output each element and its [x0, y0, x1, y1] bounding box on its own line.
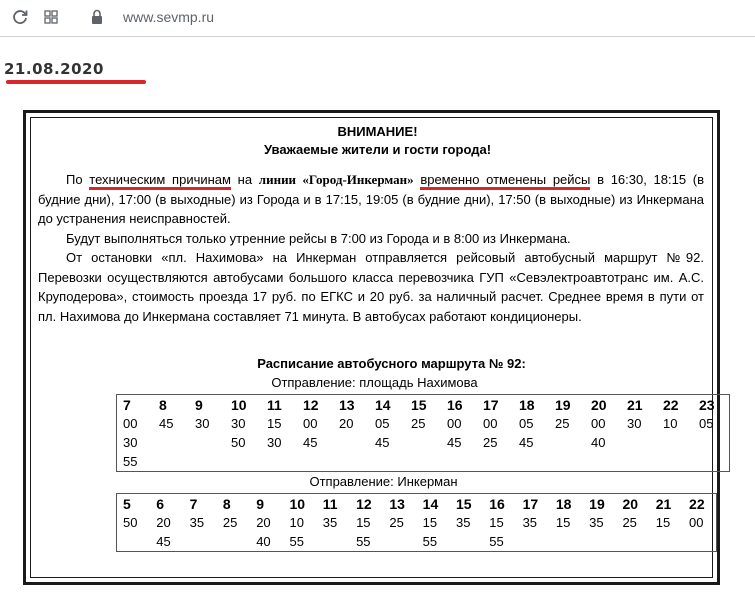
minute-cell — [153, 452, 189, 471]
line-name: линии «Город-Инкерман» — [258, 172, 414, 187]
minute-cell — [369, 452, 405, 471]
minute-cell: 25 — [222, 515, 238, 530]
departure-label-text: Отправление: площадь Нахимова — [271, 375, 478, 390]
minute-cell — [405, 433, 441, 452]
hour-cell: 22 — [689, 495, 705, 512]
minute-cell: 30 — [627, 416, 642, 431]
browser-toolbar — [0, 0, 755, 36]
minute-cell: 05 — [519, 416, 534, 431]
departure-label-text: Отправление: Инкерман — [309, 474, 458, 489]
minute-cell — [657, 433, 693, 452]
hour-cell: 14 — [422, 495, 439, 512]
hours-row — [117, 494, 716, 513]
minute-cell — [189, 452, 225, 471]
hour-cell: 23 — [699, 396, 715, 413]
minutes-row — [117, 532, 716, 551]
publication-date: 21.08.2020 — [4, 60, 104, 78]
minute-cell — [333, 452, 369, 471]
hour-cell: 18 — [519, 396, 535, 413]
hour-cell: 11 — [322, 495, 338, 512]
notice-subheading: Уважаемые жители и гости города! — [263, 142, 492, 157]
hour-cell: 19 — [555, 396, 571, 413]
minute-cell: 15 — [555, 515, 571, 530]
minute-cell: 20 — [256, 515, 271, 530]
address-bar[interactable]: www.sevmp.ru — [123, 9, 215, 25]
departure-label-nakhimov — [0, 375, 755, 390]
hour-cell: 14 — [375, 396, 391, 413]
minute-cell — [657, 452, 693, 471]
hour-cell: 20 — [622, 495, 639, 512]
minute-cell — [683, 532, 716, 551]
hour-cell: 8 — [159, 396, 167, 413]
hour-cell: 15 — [455, 495, 472, 512]
hour-cell: 11 — [267, 396, 282, 413]
minutes-row — [117, 452, 729, 471]
hour-cell: 7 — [189, 495, 198, 512]
minute-cell: 55 — [422, 534, 438, 549]
minute-cell: 45 — [156, 534, 171, 549]
minutes-row — [117, 513, 716, 532]
minute-cell — [189, 433, 225, 452]
minute-cell: 55 — [289, 534, 304, 549]
minute-cell — [693, 433, 729, 452]
hour-cell: 20 — [591, 396, 607, 413]
minute-cell — [405, 452, 441, 471]
minutes-row — [117, 414, 729, 433]
minute-cell: 55 — [489, 534, 504, 549]
minute-cell — [261, 452, 297, 471]
schedule-title-text: Расписание автобусного маршрута № 92: — [257, 356, 526, 371]
minute-cell — [513, 452, 549, 471]
notice-paragraph-3: От остановки «пл. Нахимова» на Инкерман отправляется рейсовый автобусный маршрут №92. Перевозки осуществляются автобусами большого класса перевозчика ГУП «Севэлектроавтотранс им. А.С. Круподерова», стоимость проезда 17 руб. по ЕГКС и 20 руб. за наличный расчет. Среднее время в пути от пл. Нахимова до Инкермана составляет 71 минута. В автобусах работают кондиционеры. — [38, 250, 704, 324]
minute-cell — [550, 532, 583, 551]
hour-cell: 17 — [522, 495, 539, 512]
minute-cell: 00 — [303, 416, 318, 431]
minute-cell: 15 — [356, 515, 371, 530]
minute-cell: 35 — [522, 515, 538, 530]
minute-cell — [693, 452, 729, 471]
minute-cell: 15 — [655, 515, 671, 530]
minute-cell — [549, 452, 585, 471]
notice-heading: ВНИМАНИЕ! — [337, 124, 418, 139]
minute-cell: 30 — [231, 416, 246, 431]
hour-cell: 12 — [356, 495, 372, 512]
hour-cell: 10 — [289, 495, 306, 512]
hour-cell: 13 — [339, 396, 355, 413]
minute-cell: 00 — [483, 416, 498, 431]
minute-cell — [650, 532, 683, 551]
lock-icon[interactable] — [91, 9, 103, 25]
minute-cell: 45 — [375, 435, 390, 450]
hour-cell: 9 — [256, 495, 264, 512]
hour-cell: 8 — [222, 495, 231, 512]
minute-cell: 45 — [519, 435, 534, 450]
minute-cell: 35 — [189, 515, 205, 530]
minute-cell — [549, 433, 585, 452]
hour-cell: 18 — [555, 495, 572, 512]
minute-cell — [217, 532, 250, 551]
hour-cell: 6 — [156, 495, 165, 512]
schedule-table-inkerman — [116, 493, 717, 552]
minute-cell — [621, 433, 657, 452]
minute-cell: 35 — [322, 515, 338, 530]
date-highlight-underline — [6, 80, 146, 84]
minute-cell: 50 — [123, 515, 138, 530]
hour-cell: 9 — [195, 396, 203, 413]
schedule-table-nakhimov — [116, 394, 730, 472]
minute-cell — [117, 532, 150, 551]
minute-cell: 45 — [159, 416, 174, 431]
minute-cell: 15 — [489, 515, 504, 530]
minute-cell: 55 — [123, 454, 138, 469]
hour-cell: 12 — [303, 396, 319, 413]
minute-cell: 40 — [256, 534, 271, 549]
minute-cell: 10 — [663, 416, 678, 431]
hour-cell: 15 — [411, 396, 427, 413]
minute-cell: 35 — [455, 515, 471, 530]
minute-cell — [317, 532, 350, 551]
schedule-title — [0, 356, 755, 371]
minute-cell: 05 — [699, 416, 714, 431]
minute-cell: 25 — [411, 416, 426, 431]
minute-cell: 25 — [555, 416, 570, 431]
minute-cell — [297, 452, 333, 471]
minute-cell: 15 — [422, 515, 438, 530]
minute-cell — [477, 452, 513, 471]
reload-icon[interactable] — [11, 8, 29, 26]
minute-cell: 25 — [622, 515, 637, 530]
text-fragment: на — [230, 172, 259, 187]
minute-cell: 45 — [303, 435, 318, 450]
notice-paragraph-2: Будут выполняться только утренние рейсы в 7:00 из Города и в 8:00 из Инкермана. — [66, 230, 571, 246]
hour-cell: 19 — [589, 495, 605, 512]
minute-cell — [153, 433, 189, 452]
minute-cell: 45 — [447, 435, 462, 450]
hour-cell: 17 — [483, 396, 499, 413]
minute-cell: 30 — [123, 435, 138, 450]
minute-cell: 20 — [156, 515, 171, 530]
minute-cell: 15 — [267, 416, 282, 431]
minute-cell: 55 — [356, 534, 371, 549]
hour-cell: 22 — [663, 396, 679, 413]
departure-label-inkerman — [0, 474, 755, 489]
highlighted-phrase: техническим причинам — [89, 172, 231, 190]
minute-cell: 30 — [267, 435, 282, 450]
highlighted-phrase: временно отменены рейсы — [420, 172, 590, 190]
hour-cell: 16 — [489, 495, 505, 512]
text-fragment: По — [66, 172, 90, 187]
hour-cell: 7 — [123, 396, 131, 413]
minute-cell — [441, 452, 477, 471]
hour-cell: 21 — [655, 495, 672, 512]
hour-cell: 21 — [627, 396, 643, 413]
minute-cell — [450, 532, 483, 551]
hour-cell: 16 — [447, 396, 463, 413]
minute-cell: 05 — [375, 416, 390, 431]
hour-cell: 5 — [123, 495, 131, 512]
notice-paragraph-1 — [38, 170, 704, 229]
minute-cell — [583, 532, 616, 551]
minute-cell: 00 — [447, 416, 462, 431]
minute-cell: 00 — [123, 416, 138, 431]
minute-cell — [333, 433, 369, 452]
minute-cell: 25 — [483, 435, 498, 450]
toolbar-divider — [0, 36, 755, 37]
minute-cell — [184, 532, 217, 551]
minute-cell — [621, 452, 657, 471]
minute-cell: 35 — [589, 515, 604, 530]
hour-cell: 13 — [389, 495, 405, 512]
text-fragment: в 16:30, 18:15 (в будние дни), 17:00 (в выходные) из Города и в 17:15, 19:05 (в будние дни), 17:50 (в выходные) из Инкермана до устранения неисправностей. — [38, 172, 705, 226]
site-info-icon[interactable] — [44, 10, 58, 24]
minute-cell — [585, 452, 621, 471]
minute-cell: 30 — [195, 416, 210, 431]
minute-cell: 25 — [389, 515, 404, 530]
hours-row — [117, 395, 729, 414]
minute-cell — [225, 452, 261, 471]
minute-cell: 10 — [289, 515, 304, 530]
minute-cell — [383, 532, 416, 551]
minute-cell: 20 — [339, 416, 354, 431]
notice-body — [38, 170, 704, 326]
minute-cell: 50 — [231, 435, 246, 450]
minute-cell — [517, 532, 550, 551]
minute-cell: 40 — [591, 435, 606, 450]
hour-cell: 10 — [231, 396, 247, 413]
minute-cell: 00 — [689, 515, 704, 530]
minutes-row — [117, 433, 729, 452]
minute-cell — [616, 532, 649, 551]
minute-cell: 00 — [591, 416, 606, 431]
